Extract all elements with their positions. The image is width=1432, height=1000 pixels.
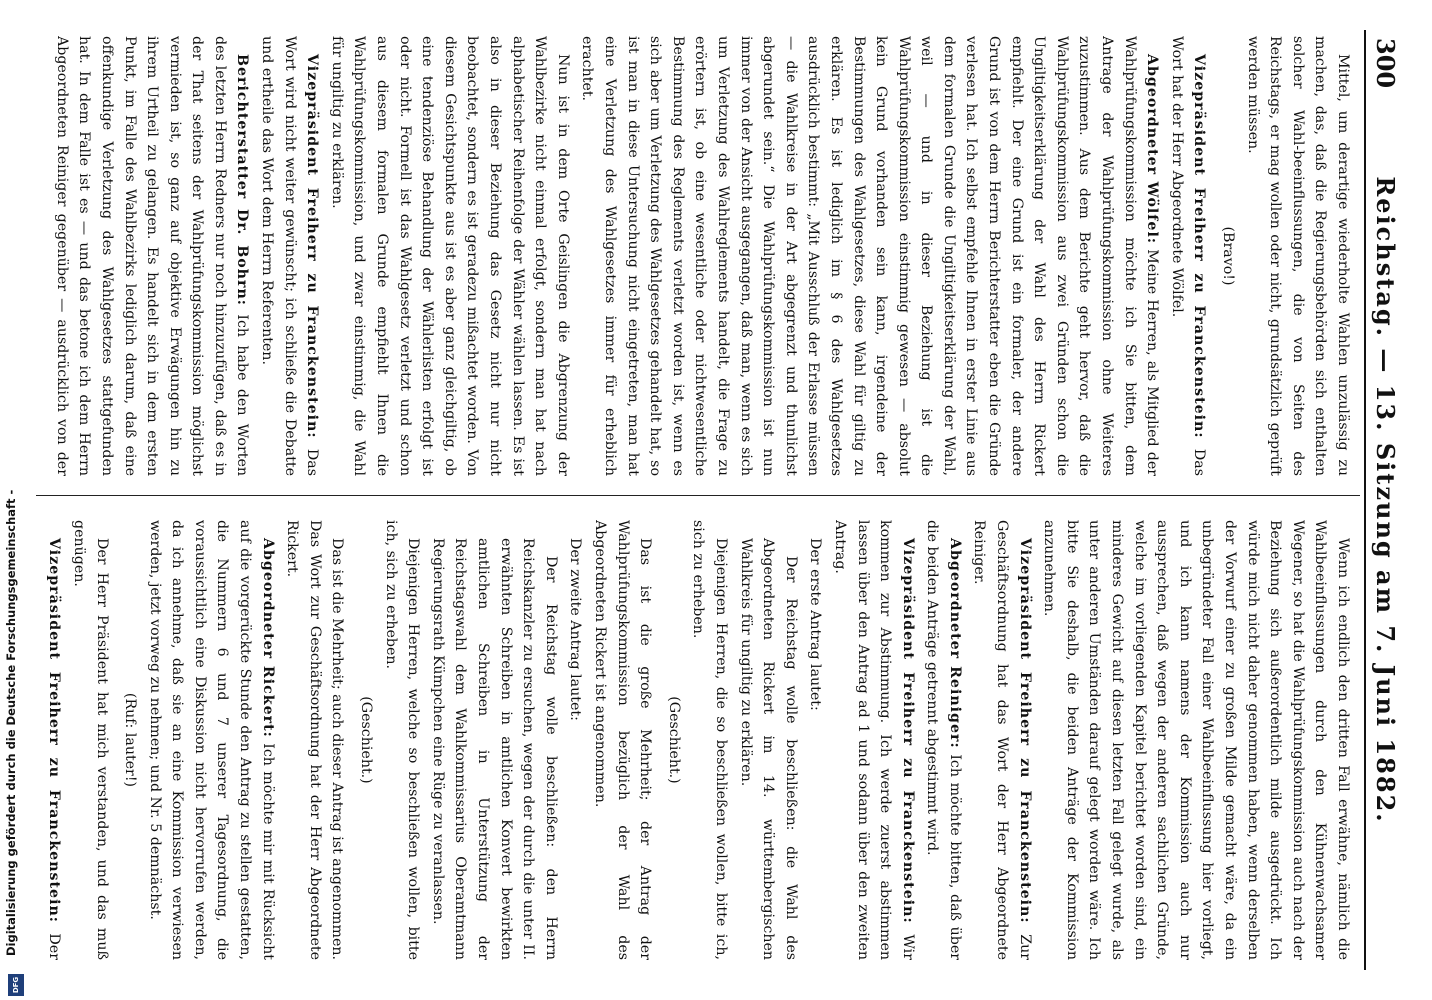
page-header [1364,30,1406,970]
paragraph-text: Der [46,933,63,960]
page-number: 300 [1371,38,1400,89]
paragraph [564,520,587,960]
speaker-name: Abgeordneter Reiniger: [946,538,963,749]
motion-text [426,520,562,960]
speaker-name: Vizepräsident Freiherr zu Franckenstein: [46,538,63,924]
paragraph-text: (Bravo!) [1220,226,1237,286]
rotated-page [26,30,1406,970]
paragraph-text: Nun ist in dem Orte Geislingen die Abgrenzung der Wahlbezirke nicht einmal erfolgt, sondern man hat nach alphabetischer Reihenfolge der Wähler wählen lassen. Es ist also in dieser Beziehung das Gesetz nicht nur nicht beobachtet, sondern es ist geradezu mißachtet worden. Von diesem Gesichtspunkte aus ist es aber ganz gleichgiltig, ob eine tendenziöse Behandlung der Wählerlisten erfolgt ist oder nicht. Formell ist das Wahlgesetz verletzt und schon aus diesem formalen Grunde empfiehlt Ihnen die Wahlprüfungskommission, und zwar einstimmig, die Wahl für ungiltig zu erklären. [328,36,571,476]
paragraph [67,520,112,960]
stage-direction [1216,36,1239,476]
right-column [46,520,1354,960]
paragraph-text: Wenn ich endlich den dritten Fall erwähne, nämlich die Wahlbeeinflussungen durch den Kühnenwachsamer Wegener, so hat die Wahlprüfungskommission auch nach der Beziehung sich außerordentlich milde ausgedrückt. Ich würde mich nicht daher genommen haben, wenn derselben der Vorwurf einer zu großen Milde gemacht wäre, da ein unbegründeter Fall einer Wahlbeeinflussung hier vorliegt, und ich kann namens der Kommission auch nur aussprechen, daß wegen der anderen sachlichen Gründe, welche im vorliegenden Kapitel berichtet worden sind, ein minderes Gewicht auf diesen letzten Fall gelegt wurde, als unter anderen Umständen darauf gelegt worden wäre. Ich bitte Sie deshalb, die beiden Anträge der Kommission anzunehmen. [1041,520,1351,960]
paragraph [804,520,827,960]
paragraph-text: Zur Geschäftsordnung hat das Wort der Herr Abgeordnete Reiniger. [971,520,1033,960]
paragraph-text: Ich möchte bitten, daß über die beiden Anträge getrennt abgestimmt wird. [924,520,963,960]
paragraph-text: Der Reichstag wolle beschließen: die Wahl des Abgeordneten Rickert im 14. württembergischen Wahlkreis für ungiltig zu erklären. [737,538,799,960]
speaker-name: Vizepräsident Freiherr zu Franckenstein: [1016,538,1033,924]
paragraph [1241,36,1354,476]
paragraph-text: Das Wort hat der Herr Abgeordnete Wölfel. [1168,36,1208,476]
paragraph-text: Das ist die große Mehrheit; der Antrag der Wahlprüfungskommission bezüglich der Wahl des Abgeordneten Rickert ist angenommen. [592,520,654,960]
speaker-name: Vizepräsident Freiherr zu Franckenstein: [1191,54,1208,439]
stage-direction [354,520,377,960]
paragraph-text: Der Reichstag wolle beschließen: den Herrn Reichskanzler zu ersuchen, wegen der durch die unter II. erwähnten Schreiben in amtlichen Konvert bewirkten amtlichen Schreiben in Unterstützung der Reichstagswahl dem Wahlkommissarius Oberamtmann Regierungsrath Kümpchen eine Rüge zu veranlassen. [429,538,559,960]
speaker-name: Abgeordneter Rickert: [259,538,276,738]
paragraph-text: Ich möchte mir mit Rücksicht auf die vorgerückte Stunde den Antrag zu stellen gestatten, die Nummern 6 und 7 unserer Tagesordnung, die voraussichtlich eine Diskussion nicht hervorrufen werden, da ich annehme, daß sie an eine Kommission verwiesen werden, jetzt vorweg zu nehmen; und Nr. 5 demnächst. [146,520,276,960]
paragraph-text: Ich habe den Worten des letzten Herrn Redners nur noch hinzuzufügen, daß es in der That seitens der Wahlprüfungskommission möglichst vermieden ist, so ganz auf objektive Erwägungen hin zu ihrem Urtheil zu gelangen. Es handelt sich in dem ersten Punkt, im Falle des Wahlbezirks lediglich darum, daß eine offenkundige Verletzung des Wahlgesetzes stattgefunden hat. In dem Falle ist es — und das betone ich dem Herrn Abgeordneten Reiniger gegenüber — ausdrücklich von der [53,36,251,476]
speaker-name: Vizepräsident Freiherr zu Franckenstein: [899,538,916,924]
paragraph [687,520,732,960]
paragraph-text: Der Herr Präsident hat mich verstanden, und das muß genügen. [70,520,110,960]
dfg-logo-text: DFG [12,976,20,994]
paragraph [46,520,65,960]
paragraph-text: Das ist die Mehrheit; auch dieser Antrag ist angenommen. Das Wort zur Geschäftsordnung hat der Herr Abgeordnete Rickert. [284,520,346,960]
paragraph [576,36,1163,476]
footer-credit-text: Digitalisierung gefördert durch die Deutsche Forschungsgemeinschaft - [4,489,18,956]
left-column [46,36,1354,476]
speaker-name: Abgeordneter Wölfel: [1144,54,1161,245]
paragraph-text: Der zweite Antrag lautet: [567,538,584,721]
column-divider [36,495,1360,496]
paragraph-text: (Geschieht.) [358,696,375,784]
paragraph [921,520,966,960]
dfg-logo-icon [8,974,24,996]
paragraph [325,36,574,476]
paragraph-text: Meine Herren, als Mitglied der Wahlprüfungskommission möchte ich Sie bitten, dem Antrage der Wahlprüfungskommission ohne Weiteres zuzustimmen. Aus dem Berichte geht hervor, daß die Wahlprüfungskommission aus zwei Gründen schon die Ungiltigkeitserklärung der Wahl des Herrn Rickert empfiehlt. Der eine Grund ist ein formaler, der andere Grund ist von dem Herrn Berichterstatter eben die Gründe verlesen hat. Ich selbst empfehle Ihnen in erster Linie aus dem formalen Grunde die Ungiltigkeitserklärung der Wahl, weil — und in dieser Beziehung ist die Wahlprüfungskommission einstimmig gewesen — absolut kein Grund vorhanden sein kann, irgendeine der Bestimmungen des Wahlgesetzes, diese Wahl für giltig zu erklären. Es ist lediglich im § 6 des Wahlgesetzes ausdrücklich bestimmt: „Mit Ausschluß der Erlasse müssen — die Wahlkreise in der Art abgegrenzt und thunlichst abgerundet sein.“ Die Wahlprüfungskommission ist nun immer von der Ansicht ausgegangen, daß man, wenn es sich um Verletzung des Wahlreglements handelt, die Frage zu erörtern ist, ob eine wesentliche oder nichtwesentliche Bestimmung des Reglements verletzt worden ist, wenn es sich aber um Verletzung des Wahlgesetzes gehandelt hat, so ist man in diese Untersuchung nicht eingetreten, man hat eine Verletzung des Wahlgesetzes immer für erheblich erachtet. [579,36,1161,476]
speaker-name: Berichterstatter Dr. Bohrn: [234,54,251,307]
paragraph [1038,520,1354,960]
paragraph-text: Diejenigen Herren, die so beschließen wollen, bitte ich, sich zu erheben. [690,520,729,960]
paragraph [588,520,656,960]
paragraph [828,520,918,960]
paragraph [968,520,1036,960]
paragraph-text: Diejenigen Herren, welche so beschließen wollen, bitte ich, sich zu erheben. [382,520,422,960]
paragraph-text: Der erste Antrag lautet: [807,538,824,711]
stage-direction [119,520,142,960]
paragraph [143,520,279,960]
paragraph-text: Das Wort wird nicht weiter gewünscht; ich schließe die Debatte und ertheile das Wort dem Herrn Referenten. [259,36,321,476]
paragraph [379,520,424,960]
paragraph [256,36,324,476]
paragraph [46,36,254,476]
footer-credit [4,0,26,1000]
paragraph-text: (Ruf: lauter!) [122,692,139,788]
paragraph [1165,36,1210,476]
paragraph-text: Mittel, um derartige wiederholte Wahlen unzulässig zu machen, das, daß die Regierungsbehörden sich enthalten solcher Wahl-beeinflussungen, die von Seiten des Reichstags, er mag wollen oder nicht, grundsätzlich geprüft werden müssen. [1244,36,1351,476]
motion-text [734,520,802,960]
paragraph-text: (Geschieht.) [665,696,682,784]
stage-direction [662,520,685,960]
paragraph [281,520,349,960]
speaker-name: Vizepräsident Freiherr zu Franckenstein: [304,54,321,439]
paragraph-text: Wir kommen zur Abstimmung. Ich werde zuerst abstimmen lassen über den Antrag ad 1 und sodann über den zweiten Antrag. [831,520,916,960]
running-head: Reichstag. — 13. Sitzung am 7. Juni 1882. [1371,176,1400,824]
